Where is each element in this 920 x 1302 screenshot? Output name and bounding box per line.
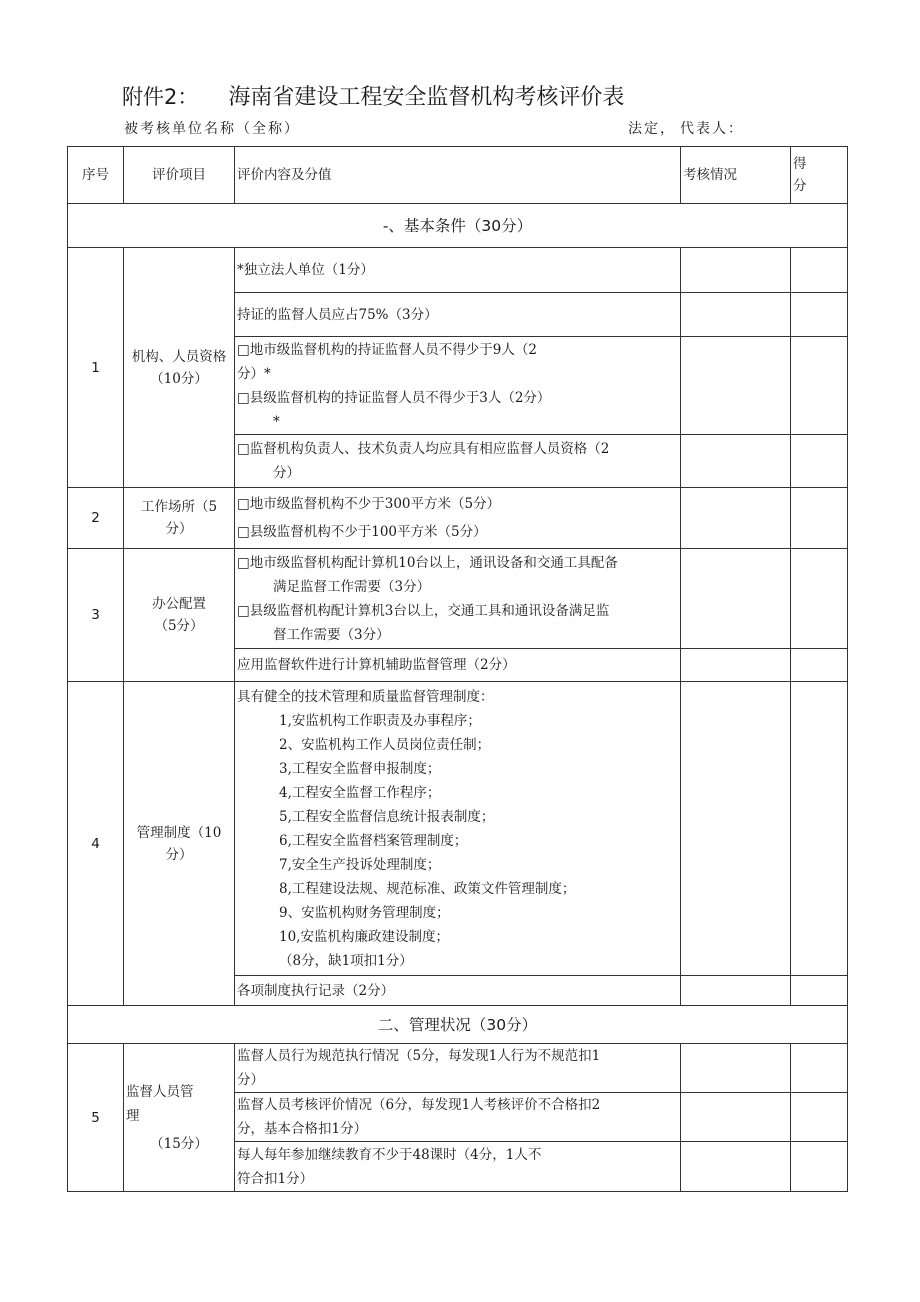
status-cell[interactable] — [681, 1093, 791, 1142]
content-line: □地市级监督机构配计算机10台以上，通讯设备和交通工具配备 — [237, 554, 618, 571]
score-cell[interactable] — [791, 549, 848, 649]
section-title: -、基本条件（30分） — [68, 204, 848, 248]
score-cell[interactable] — [791, 976, 848, 1006]
col-no-header: 序号 — [68, 147, 124, 204]
content-line: 3,工程安全监督申报制度； — [279, 760, 441, 777]
status-cell[interactable] — [681, 435, 791, 488]
row-item — [124, 682, 235, 1006]
content-line: 分，基本合格扣1分） — [237, 1121, 368, 1137]
status-cell[interactable] — [681, 1142, 791, 1192]
content-line: 监督人员行为规范执行情况（5分，每发现1人行为不规范扣1 — [237, 1048, 601, 1064]
content-line: □监督机构负责人、技术负责人均应具有相应监督人员资格（2 — [237, 441, 610, 457]
row-no: 4 — [68, 682, 124, 1006]
content-cell — [235, 488, 681, 549]
score-cell[interactable] — [791, 337, 848, 435]
form-title: 海南省建设工程安全监督机构考核评价表 — [228, 85, 625, 110]
content-cell — [235, 1093, 681, 1142]
content-line: □地市级监督机构不少于300平方米（5分） — [237, 496, 501, 512]
score-cell[interactable] — [791, 1093, 848, 1142]
content-cell: 各项制度执行记录（2分） — [235, 976, 681, 1006]
content-cell — [235, 337, 681, 435]
org-name-label: 被考核单位名称（全称） — [124, 121, 300, 137]
representative-label: 代表人： — [680, 121, 744, 137]
item-line: （10分） — [150, 370, 208, 387]
row-no: 1 — [68, 248, 124, 488]
page-title — [122, 80, 624, 111]
row-no: 3 — [68, 549, 124, 682]
row-no: 2 — [68, 488, 124, 549]
item-line: 工作场所（5 — [140, 499, 218, 515]
score-cell[interactable] — [791, 248, 848, 293]
content-cell: *独立法人单位（1分） — [235, 248, 681, 293]
table-row — [68, 1044, 848, 1093]
item-line: 分） — [165, 846, 193, 863]
score-cell[interactable] — [791, 488, 848, 549]
content-line: 1,安监机构工作职责及办事程序； — [279, 712, 481, 729]
content-line: □县级监督机构配计算机3台以上，交通工具和通讯设备满足监 — [237, 602, 610, 619]
content-line: 6,工程安全监督档案管理制度； — [279, 832, 468, 849]
table-row — [68, 682, 848, 976]
content-line: 10,安监机构廉政建设制度； — [279, 928, 449, 945]
row-item — [124, 1044, 235, 1192]
status-cell[interactable] — [681, 682, 791, 976]
row-item — [124, 549, 235, 682]
content-line: 每人每年参加继续教育不少于48课时（4分，1人不 — [237, 1146, 542, 1163]
score-cell[interactable] — [791, 435, 848, 488]
content-cell — [235, 549, 681, 649]
content-cell: 持证的监督人员应占75%（3分） — [235, 293, 681, 337]
score-cell[interactable] — [791, 649, 848, 682]
content-line: 符合扣1分） — [237, 1170, 314, 1187]
status-cell[interactable] — [681, 248, 791, 293]
content-line: 满足监督工作需要（3分） — [273, 578, 431, 595]
item-line: 办公配置 — [152, 596, 206, 612]
content-line: 分） — [273, 465, 300, 481]
content-cell — [235, 1044, 681, 1093]
status-cell[interactable] — [681, 337, 791, 435]
score-header-2: 分 — [793, 178, 807, 194]
content-cell — [235, 1142, 681, 1192]
content-line: □县级监督机构的持证监督人员不得少于3人（2分） — [237, 389, 551, 406]
item-line: 理 — [126, 1107, 140, 1124]
content-line: □县级监督机构不少于100平方米（5分） — [237, 524, 487, 540]
content-line: 8,工程建设法规、规范标准、政策文件管理制度； — [279, 880, 576, 897]
item-line: 监督人员管 — [126, 1083, 194, 1100]
score-cell[interactable] — [791, 1142, 848, 1192]
status-cell[interactable] — [681, 549, 791, 649]
item-line: 机构、人员资格 — [131, 348, 227, 365]
content-line: （8分，缺1项扣1分） — [279, 952, 413, 969]
legal-label: 法定， — [628, 121, 676, 137]
content-line: 4,工程安全监督工作程序； — [279, 784, 441, 801]
score-header-1: 得 — [793, 156, 807, 172]
table-header-row — [68, 147, 848, 204]
content-cell — [235, 435, 681, 488]
col-status-header: 考核情况 — [681, 147, 791, 204]
content-cell — [235, 682, 681, 976]
row-no: 5 — [68, 1044, 124, 1192]
col-item-header: 评价项目 — [124, 147, 235, 204]
content-line: 分）* — [237, 365, 271, 382]
score-cell[interactable] — [791, 1044, 848, 1093]
table-row — [68, 248, 848, 293]
status-cell[interactable] — [681, 649, 791, 682]
col-score-header — [791, 147, 848, 204]
section-row — [68, 1006, 848, 1044]
score-cell[interactable] — [791, 293, 848, 337]
content-line: 9、安监机构财务管理制度； — [279, 904, 450, 921]
content-line: 具有健全的技术管理和质量监督管理制度： — [237, 688, 494, 705]
content-line: 分） — [237, 1072, 264, 1088]
content-line: 监督人员考核评价情况（6分，每发现1人考核评价不合格扣2 — [237, 1097, 601, 1113]
content-line: * — [273, 413, 280, 430]
score-cell[interactable] — [791, 682, 848, 976]
content-line: 督工作需要（3分） — [273, 626, 390, 643]
content-line: 5,工程安全监督信息统计报表制度； — [279, 808, 495, 825]
content-line: □地市级监督机构的持证监督人员不得少于9人（2 — [237, 341, 537, 358]
item-line: 分） — [165, 521, 193, 537]
item-line: （15分） — [150, 1135, 208, 1152]
attachment-label: 附件2： — [122, 85, 199, 109]
content-cell: 应用监督软件进行计算机辅助监督管理（2分） — [235, 649, 681, 682]
status-cell[interactable] — [681, 488, 791, 549]
status-cell[interactable] — [681, 293, 791, 337]
row-item — [124, 488, 235, 549]
section-title: 二、管理状况（30分） — [68, 1006, 848, 1044]
row-item — [124, 248, 235, 488]
content-line: 2、安监机构工作人员岗位责任制； — [279, 736, 491, 753]
table-row — [68, 549, 848, 649]
item-line: （5分） — [154, 618, 204, 634]
status-cell[interactable] — [681, 1044, 791, 1093]
section-row — [68, 204, 848, 248]
content-line: 7,安全生产投诉处理制度； — [279, 856, 441, 873]
status-cell[interactable] — [681, 976, 791, 1006]
evaluation-table — [67, 146, 848, 1192]
col-content-header: 评价内容及分值 — [235, 147, 681, 204]
item-line: 管理制度（10 — [136, 824, 222, 841]
table-row — [68, 488, 848, 549]
